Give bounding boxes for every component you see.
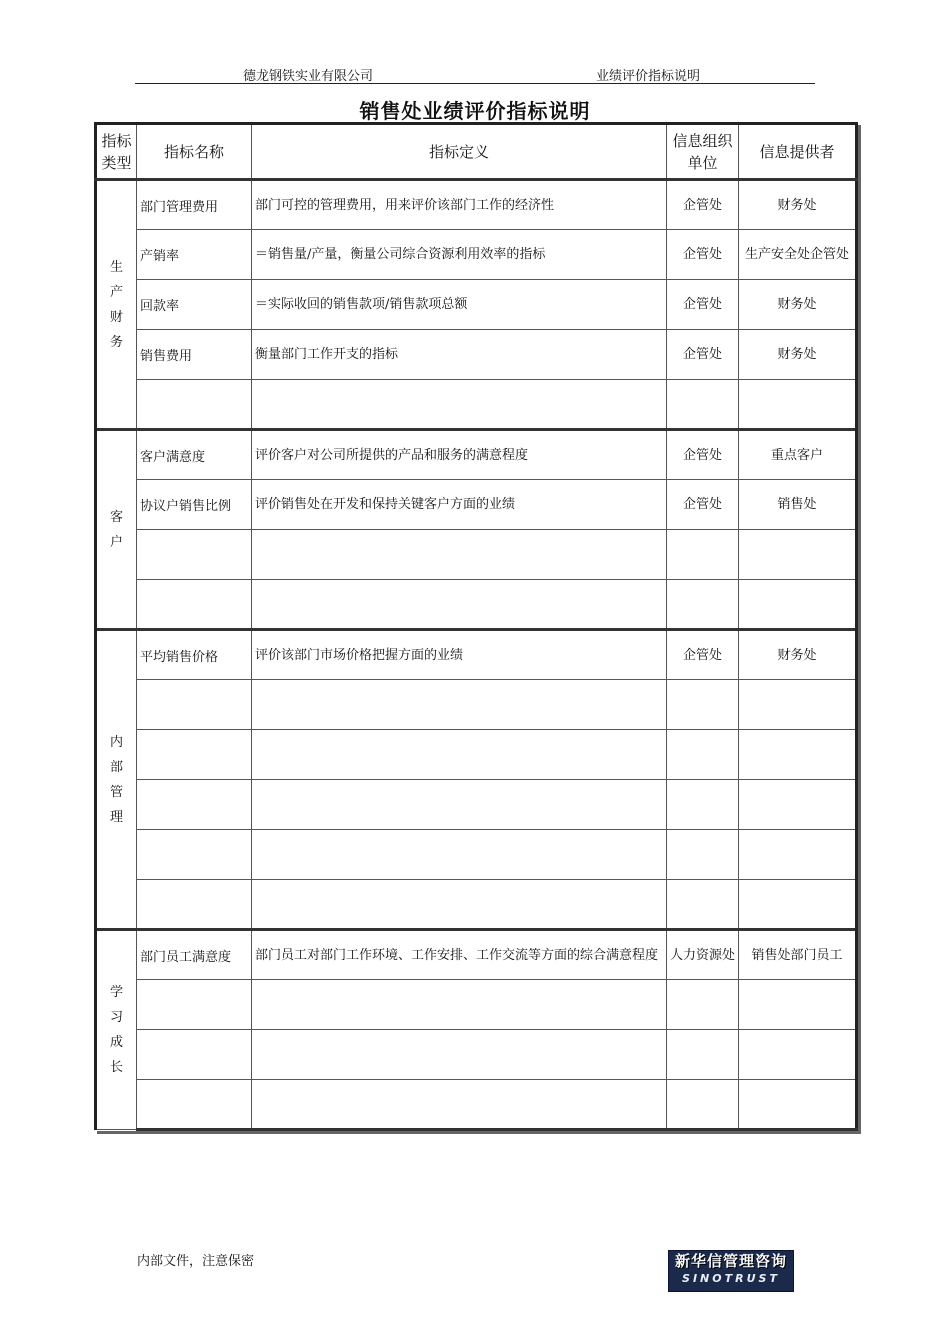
table-row [96,380,857,430]
indicator-definition-cell: 衡量部门工作开支的指标 [252,330,667,380]
logo-cn-text: 新华信管理咨询 [674,1252,787,1270]
indicator-definition-cell: 评价该部门市场价格把握方面的业绩 [252,630,667,680]
table-row [96,1080,857,1130]
indicator-definition-cell: 评价客户对公司所提供的产品和服务的满意程度 [252,430,667,480]
table-row [96,780,857,830]
provider-cell [739,830,857,880]
indicator-definition-cell [252,1080,667,1130]
category-cell: 生产财务 [96,180,137,430]
indicator-name-cell: 客户满意度 [137,430,252,480]
indicator-name-cell [137,530,252,580]
provider-cell [739,780,857,830]
org-unit-cell [667,730,739,780]
provider-cell [739,980,857,1030]
table-row [96,980,857,1030]
org-unit-cell [667,680,739,730]
table-row [96,330,857,380]
provider-cell [739,530,857,580]
table-row [96,880,857,930]
indicator-name-cell: 平均销售价格 [137,630,252,680]
provider-cell: 财务处 [739,280,857,330]
table-row [96,230,857,280]
provider-cell [739,380,857,430]
table-body [96,180,857,1130]
org-unit-cell: 企管处 [667,630,739,680]
indicator-name-cell: 产销率 [137,230,252,280]
indicator-name-cell [137,780,252,830]
provider-cell: 财务处 [739,180,857,230]
org-unit-cell [667,830,739,880]
org-unit-cell [667,580,739,630]
org-unit-cell [667,880,739,930]
provider-cell [739,1030,857,1080]
org-unit-cell [667,780,739,830]
org-unit-cell [667,1080,739,1130]
category-cell: 内部管理 [96,630,137,930]
indicator-definition-cell [252,730,667,780]
indicator-definition-cell [252,980,667,1030]
indicator-name-cell: 销售费用 [137,330,252,380]
indicator-name-cell [137,880,252,930]
table-row [96,630,857,680]
provider-cell [739,680,857,730]
indicator-definition-cell: 部门可控的管理费用，用来评价该部门工作的经济性 [252,180,667,230]
org-unit-cell: 企管处 [667,230,739,280]
table-row [96,1030,857,1080]
indicator-definition-cell [252,380,667,430]
org-unit-cell [667,530,739,580]
header-definition: 指标定义 [252,124,667,180]
indicator-definition-cell: ＝实际收回的销售款项/销售款项总额 [252,280,667,330]
indicator-name-cell: 部门管理费用 [137,180,252,230]
org-unit-cell: 人力资源处 [667,930,739,980]
org-unit-cell [667,380,739,430]
indicator-definition-cell: 部门员工对部门工作环境、工作安排、工作交流等方面的综合满意程度 [252,930,667,980]
category-cell: 学习成长 [96,930,137,1130]
table-row [96,580,857,630]
indicator-definition-cell [252,1030,667,1080]
header-divider [135,83,815,84]
indicator-name-cell: 回款率 [137,280,252,330]
indicator-definition-cell [252,830,667,880]
provider-cell [739,580,857,630]
provider-cell [739,880,857,930]
provider-cell: 财务处 [739,630,857,680]
category-cell: 客户 [96,430,137,630]
indicator-name-cell [137,1080,252,1130]
provider-cell [739,1080,857,1130]
header-name: 指标名称 [137,124,252,180]
org-unit-cell: 企管处 [667,430,739,480]
table-row [96,680,857,730]
provider-cell: 财务处 [739,330,857,380]
table-header-row [96,124,857,180]
table-row [96,530,857,580]
sinotrust-logo [668,1250,794,1292]
indicator-definition-cell [252,580,667,630]
indicator-definition-cell [252,680,667,730]
footer-confidential-note: 内部文件，注意保密 [137,1254,255,1269]
header-org: 信息组织单位 [667,124,739,180]
header-category: 指标类型 [96,124,137,180]
table-row [96,430,857,480]
indicator-name-cell [137,380,252,430]
header-document-name: 业绩评价指标说明 [596,69,701,84]
provider-cell: 销售处 [739,480,857,530]
provider-cell: 销售处部门员工 [739,930,857,980]
header-provider: 信息提供者 [739,124,857,180]
table-row [96,930,857,980]
table-row [96,180,857,230]
indicator-name-cell [137,830,252,880]
indicator-definition-cell [252,530,667,580]
table-row [96,830,857,880]
org-unit-cell: 企管处 [667,330,739,380]
indicator-name-cell: 部门员工满意度 [137,930,252,980]
table-row [96,480,857,530]
indicator-definition-cell [252,780,667,830]
org-unit-cell [667,1030,739,1080]
indicator-name-cell [137,730,252,780]
header-company: 德龙钢铁实业有限公司 [243,69,374,84]
org-unit-cell: 企管处 [667,480,739,530]
org-unit-cell: 企管处 [667,180,739,230]
provider-cell: 生产安全处企管处 [739,230,857,280]
provider-cell [739,730,857,780]
indicator-name-cell: 协议户销售比例 [137,480,252,530]
indicator-definition-cell [252,880,667,930]
indicator-name-cell [137,1030,252,1080]
indicator-name-cell [137,580,252,630]
provider-cell: 重点客户 [739,430,857,480]
indicator-definition-cell: 评价销售处在开发和保持关键客户方面的业绩 [252,480,667,530]
table-row [96,280,857,330]
indicator-name-cell [137,980,252,1030]
table-row [96,730,857,780]
indicator-definition-cell: ＝销售量/产量，衡量公司综合资源利用效率的指标 [252,230,667,280]
indicator-name-cell [137,680,252,730]
org-unit-cell: 企管处 [667,280,739,330]
logo-en-text: SINOTRUST [682,1272,780,1285]
page-title: 销售处业绩评价指标说明 [359,99,591,123]
org-unit-cell [667,980,739,1030]
indicator-table [94,122,858,1131]
